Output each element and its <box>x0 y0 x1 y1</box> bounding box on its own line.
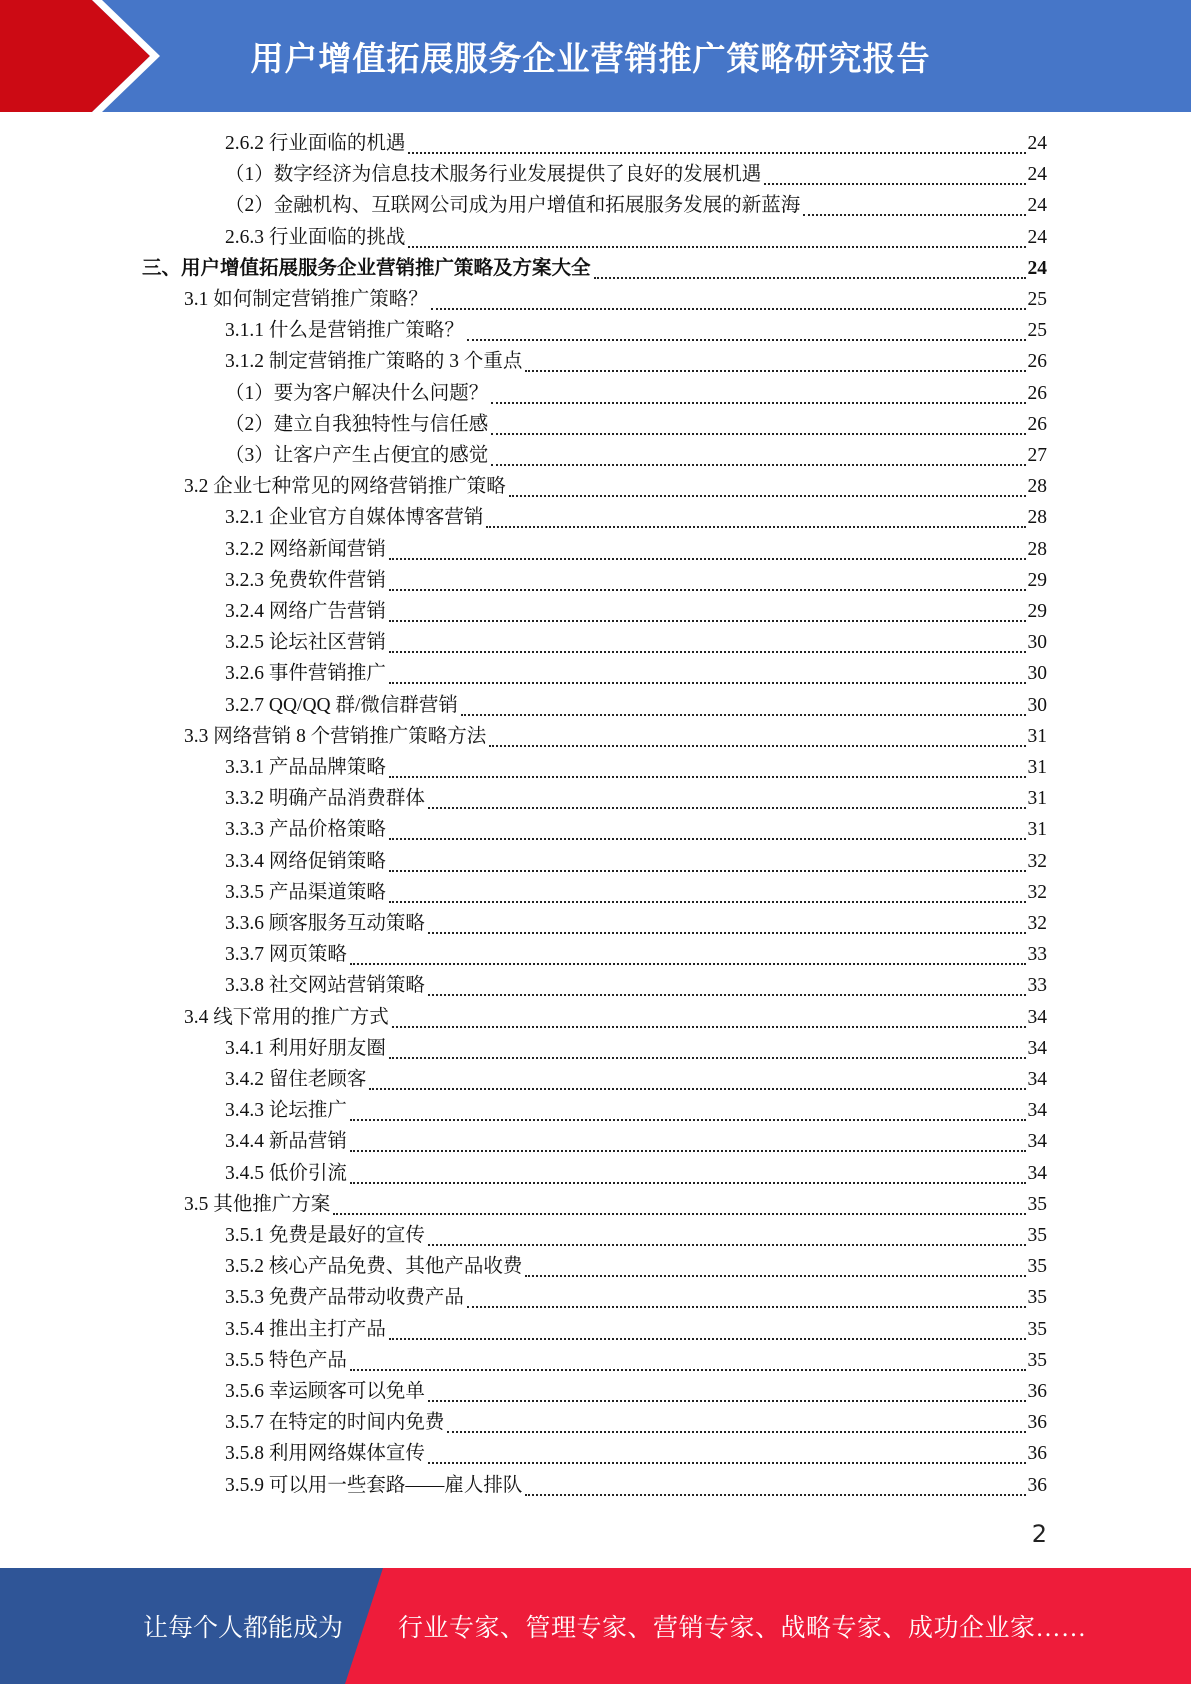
toc-entry-page: 34 <box>1027 1006 1047 1028</box>
toc-entry[interactable] <box>225 846 1047 876</box>
toc-dot-leader <box>389 752 1026 778</box>
toc-entry-title: 3.3.3 产品价格策略 <box>225 819 386 841</box>
page-number: 2 <box>1031 1520 1047 1548</box>
toc-entry-page: 28 <box>1027 476 1047 498</box>
toc-dot-leader <box>803 190 1025 216</box>
toc-entry-title: 3.1 如何制定营销推广策略？ <box>184 289 428 310</box>
toc-entry[interactable] <box>225 1064 1047 1094</box>
toc-entry[interactable] <box>225 877 1047 907</box>
toc-dot-leader <box>764 159 1025 185</box>
toc-entry[interactable] <box>225 690 1047 720</box>
toc-entry-title: 3.4 线下常用的推广方式 <box>184 1006 389 1028</box>
toc-entry[interactable] <box>225 814 1047 844</box>
toc-entry[interactable] <box>225 1282 1047 1312</box>
toc-entry-title: 2.6.3 行业面临的挑战 <box>225 226 406 248</box>
toc-entry[interactable] <box>225 378 1047 408</box>
toc-entry-title: 三、用户增值拓展服务企业营销推广策略及方案大全 <box>142 257 591 279</box>
toc-entry-page: 31 <box>1027 819 1047 841</box>
toc-entry[interactable] <box>225 908 1047 938</box>
toc-entry-page: 24 <box>1027 226 1047 248</box>
toc-entry[interactable] <box>225 534 1047 564</box>
toc-entry-title: 3.5.6 幸运顾客可以免单 <box>225 1381 425 1402</box>
toc-entry[interactable] <box>225 315 1047 345</box>
page-header <box>0 0 1191 112</box>
toc-entry[interactable] <box>225 1470 1047 1500</box>
toc-dot-leader <box>350 1158 1026 1184</box>
toc-entry[interactable] <box>225 1407 1047 1437</box>
toc-entry[interactable] <box>225 752 1047 782</box>
toc-entry[interactable] <box>225 1126 1047 1156</box>
toc-entry-page: 32 <box>1027 850 1047 872</box>
toc-entry-page: 24 <box>1027 133 1047 154</box>
toc-entry[interactable] <box>225 1345 1047 1375</box>
toc-entry-page: 35 <box>1027 1349 1047 1371</box>
toc-entry[interactable] <box>225 1251 1047 1281</box>
toc-entry-page: 33 <box>1027 944 1047 966</box>
toc-entry-title: 3.3.8 社交网站营销策略 <box>225 975 425 997</box>
toc-entry-title: 3.1.1 什么是营销推广策略？ <box>225 320 464 342</box>
toc-entry[interactable] <box>225 1033 1047 1063</box>
toc-entry-title: 3.3 网络营销 8 个营销推广策略方法 <box>184 725 487 747</box>
toc-entry[interactable] <box>225 658 1047 688</box>
toc-entry-page: 28 <box>1027 507 1047 529</box>
toc-entry-page: 36 <box>1027 1443 1047 1465</box>
toc-entry[interactable] <box>225 190 1047 220</box>
toc-dot-leader <box>525 1251 1025 1277</box>
toc-dot-leader <box>350 1095 1026 1121</box>
toc-entry-title: （1）数字经济为信息技术服务行业发展提供了良好的发展机遇 <box>225 164 762 186</box>
toc-entry[interactable] <box>225 409 1047 439</box>
toc-entry-title: 3.5.1 免费是最好的宣传 <box>225 1225 425 1246</box>
toc-dot-leader <box>467 1282 1026 1308</box>
toc-entry-page: 30 <box>1027 663 1047 685</box>
toc-entry-title: 3.2.7 QQ/QQ 群/微信群营销 <box>225 694 458 716</box>
toc-dot-leader <box>491 378 1025 404</box>
toc-entry-page: 26 <box>1027 382 1047 404</box>
toc-entry-title: （2）金融机构、互联网公司成为用户增值和拓展服务发展的新蓝海 <box>225 195 801 217</box>
toc-entry-title: 3.2.6 事件营销推广 <box>225 663 386 685</box>
toc-entry-title: 3.5.7 在特定的时间内免费 <box>225 1412 445 1434</box>
toc-dot-leader <box>447 1407 1025 1433</box>
toc-dot-leader <box>392 1002 1026 1028</box>
toc-dot-leader <box>389 658 1026 684</box>
toc-dot-leader <box>428 1438 1026 1464</box>
footer-slogan-left: 让每个人都能成为 <box>143 1615 344 1642</box>
toc-dot-leader <box>431 284 1026 310</box>
header-title: 用户增值拓展服务企业营销推广策略研究报告 <box>250 38 931 78</box>
toc-entry-title: 3.2.1 企业官方自媒体博客营销 <box>225 507 484 529</box>
toc-entry-title: 3.2.5 论坛社区营销 <box>225 632 386 654</box>
toc-entry-page: 31 <box>1027 725 1047 747</box>
toc-entry-page: 35 <box>1027 1318 1047 1340</box>
toc-entry-page: 30 <box>1027 694 1047 716</box>
toc-entry-page: 24 <box>1027 257 1047 279</box>
toc-entry[interactable] <box>225 128 1047 158</box>
toc-entry-page: 33 <box>1027 975 1047 997</box>
toc-entry-page: 34 <box>1027 1037 1047 1059</box>
toc-entry-page: 35 <box>1027 1287 1047 1309</box>
toc-entry[interactable] <box>225 1095 1047 1125</box>
toc-dot-leader <box>389 1033 1026 1059</box>
toc-entry-page: 35 <box>1027 1256 1047 1278</box>
toc-entry-page: 36 <box>1027 1381 1047 1402</box>
toc-entry-page: 25 <box>1027 289 1047 310</box>
toc-dot-leader <box>389 627 1026 653</box>
toc-dot-leader <box>389 846 1026 872</box>
toc-dot-leader <box>525 1470 1025 1496</box>
toc-dot-leader <box>486 502 1025 528</box>
toc-entry-page: 32 <box>1027 913 1047 934</box>
toc-entry[interactable] <box>225 502 1047 532</box>
toc-entry[interactable] <box>225 1376 1047 1406</box>
toc-dot-leader <box>428 783 1026 809</box>
toc-dot-leader <box>408 128 1025 154</box>
toc-entry[interactable] <box>225 565 1047 595</box>
toc-entry-title: （2）建立自我独特性与信任感 <box>225 413 489 435</box>
toc-entry[interactable] <box>225 1314 1047 1344</box>
toc-entry-page: 28 <box>1027 538 1047 560</box>
toc-entry[interactable] <box>225 159 1047 189</box>
toc-entry[interactable] <box>184 721 1047 751</box>
toc-dot-leader <box>389 814 1026 840</box>
toc-dot-leader <box>509 471 1026 497</box>
toc-entry[interactable] <box>184 1002 1047 1032</box>
toc-entry-title: 3.3.5 产品渠道策略 <box>225 881 386 903</box>
toc-dot-leader <box>594 253 1026 279</box>
toc-entry[interactable] <box>225 440 1047 470</box>
toc-dot-leader <box>428 1376 1026 1402</box>
toc-entry-page: 29 <box>1027 601 1047 622</box>
toc-dot-leader <box>389 534 1026 560</box>
toc-entry-title: 3.3.2 明确产品消费群体 <box>225 788 425 810</box>
page-footer <box>0 1568 1191 1684</box>
toc-entry-title: 3.5.5 特色产品 <box>225 1349 347 1371</box>
toc-entry-title: 3.5.2 核心产品免费、其他产品收费 <box>225 1256 523 1278</box>
toc-entry[interactable] <box>225 783 1047 813</box>
toc-entry-page: 24 <box>1027 164 1047 186</box>
toc-entry-title: 3.1.2 制定营销推广策略的 3 个重点 <box>225 351 523 373</box>
toc-entry-title: 3.2.3 免费软件营销 <box>225 569 386 591</box>
toc-entry-title: 3.5.8 利用网络媒体宣传 <box>225 1443 425 1465</box>
toc-entry[interactable] <box>184 471 1047 501</box>
toc-entry-page: 26 <box>1027 413 1047 435</box>
toc-dot-leader <box>350 1126 1026 1152</box>
toc-entry-page: 35 <box>1027 1225 1047 1246</box>
toc-entry[interactable] <box>225 222 1047 252</box>
toc-entry[interactable] <box>184 284 1047 314</box>
toc-entry[interactable] <box>225 939 1047 969</box>
toc-entry-page: 26 <box>1027 351 1047 373</box>
toc-entry[interactable] <box>225 596 1047 626</box>
toc-entry-page: 27 <box>1027 445 1047 466</box>
toc-entry-page: 31 <box>1027 788 1047 810</box>
toc-dot-leader <box>333 1189 1025 1215</box>
toc-entry-page: 36 <box>1027 1474 1047 1496</box>
toc-entry-page: 24 <box>1027 195 1047 217</box>
toc-entry[interactable] <box>225 970 1047 1000</box>
toc-entry-page: 35 <box>1027 1193 1047 1215</box>
toc-entry-title: 3.4.1 利用好朋友圈 <box>225 1037 386 1059</box>
toc-dot-leader <box>389 596 1026 622</box>
toc-dot-leader <box>350 1345 1026 1371</box>
toc-dot-leader <box>428 908 1026 934</box>
footer-slogan-right: 行业专家、管理专家、营销专家、战略专家、成功企业家…… <box>398 1615 1087 1642</box>
toc-entry-title: 3.5.4 推出主打产品 <box>225 1318 386 1340</box>
toc-entry-title: 3.4.4 新品营销 <box>225 1131 347 1153</box>
toc-entry[interactable] <box>225 1158 1047 1188</box>
toc-entry-title: 3.2 企业七种常见的网络营销推广策略 <box>184 476 506 498</box>
toc-dot-leader <box>350 939 1026 965</box>
toc-entry[interactable] <box>225 1220 1047 1250</box>
toc-entry-page: 36 <box>1027 1412 1047 1434</box>
toc-entry-title: （1）要为客户解决什么问题？ <box>225 382 489 404</box>
toc-entry-title: 3.3.4 网络促销策略 <box>225 850 386 872</box>
toc-dot-leader <box>428 970 1026 996</box>
toc-entry-title: 3.3.6 顾客服务互动策略 <box>225 913 425 934</box>
toc-entry[interactable] <box>142 253 1047 283</box>
toc-entry-title: 3.3.1 产品品牌策略 <box>225 757 386 778</box>
toc-entry-page: 34 <box>1027 1100 1047 1122</box>
toc-entry-title: 3.5 其他推广方案 <box>184 1193 331 1215</box>
toc-entry-title: 3.2.4 网络广告营销 <box>225 601 386 622</box>
toc-dot-leader <box>525 346 1025 372</box>
toc-dot-leader <box>369 1064 1025 1090</box>
toc-dot-leader <box>491 409 1025 435</box>
toc-entry-page: 34 <box>1027 1131 1047 1153</box>
toc-entry-page: 34 <box>1027 1069 1047 1090</box>
toc-entry-page: 34 <box>1027 1162 1047 1184</box>
toc-dot-leader <box>428 1220 1026 1246</box>
toc-dot-leader <box>489 721 1025 747</box>
toc-entry[interactable] <box>225 1438 1047 1468</box>
toc-dot-leader <box>467 315 1026 341</box>
toc-entry-title: 3.5.3 免费产品带动收费产品 <box>225 1287 464 1309</box>
toc-entry-page: 31 <box>1027 757 1047 778</box>
toc-entry-title: 2.6.2 行业面临的机遇 <box>225 133 406 154</box>
toc-entry-title: 3.4.3 论坛推广 <box>225 1100 347 1122</box>
toc-entry[interactable] <box>225 346 1047 376</box>
toc-entry-title: 3.2.2 网络新闻营销 <box>225 538 386 560</box>
toc-dot-leader <box>461 690 1026 716</box>
toc-entry-title: 3.3.7 网页策略 <box>225 944 347 966</box>
toc-entry-title: 3.4.2 留住老顾客 <box>225 1069 367 1090</box>
toc-entry-page: 32 <box>1027 881 1047 903</box>
toc-dot-leader <box>389 565 1026 591</box>
toc-dot-leader <box>389 1314 1026 1340</box>
toc-entry-title: 3.4.5 低价引流 <box>225 1162 347 1184</box>
toc-entry[interactable] <box>184 1189 1047 1219</box>
toc-entry-page: 25 <box>1027 320 1047 342</box>
toc-dot-leader <box>389 877 1026 903</box>
toc-entry[interactable] <box>225 627 1047 657</box>
toc-entry-title: 3.5.9 可以用一些套路——雇人排队 <box>225 1474 523 1496</box>
toc-entry-title: （3）让客户产生占便宜的感觉 <box>225 445 489 466</box>
toc-entry-page: 29 <box>1027 569 1047 591</box>
toc-dot-leader <box>408 222 1025 248</box>
toc-dot-leader <box>491 440 1025 466</box>
toc-entry-page: 30 <box>1027 632 1047 654</box>
